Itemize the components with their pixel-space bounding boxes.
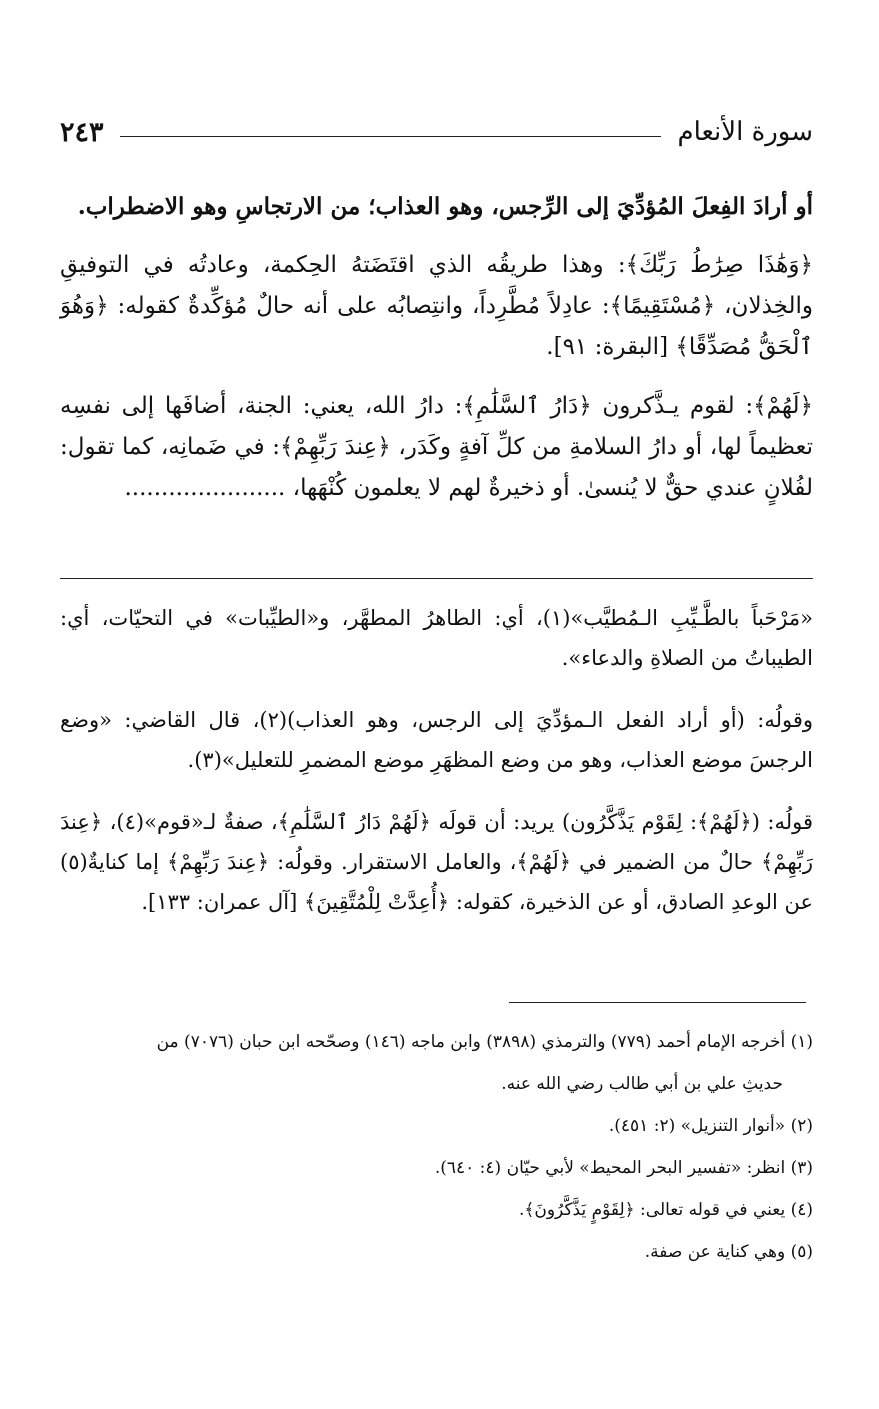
main-divider (60, 578, 813, 579)
footnote-2: (٢) «أنوار التنزيل» (٢: ٤٥١). (608, 1116, 813, 1136)
main-paragraph-1: أو أرادَ الفِعلَ المُؤدِّيَ إلى الرِّجس، وهو العذاب؛ من الارتجاسِ وهو الاضطراب. (77, 193, 813, 220)
running-title: سورة الأنعام (677, 117, 813, 147)
footnote-1-continued: حديثِ علي بن أبي طالب رضي الله عنه. (501, 1074, 783, 1094)
main-text (60, 186, 813, 527)
commentary-paragraph-3: قولُه: (﴿لَهُمْ﴾: لِقَوْم يَذَّكَّرُون) يريد: أن قولَه ﴿لَهُمْ دَارُ ٱلسَّلَٰمِ﴾، صفةٌ لـ«قوم»(٤)، ﴿عِندَ رَبِّهِمْ﴾ حالٌ من الضمير في ﴿لَهُمْ﴾، والعامل الاستقرار. وقولُه: ﴿عِندَ رَبِّهِمْ﴾ إما كنايةٌ(٥) عن الوعدِ الصادق، أو عن الذخيرة، كقوله: ﴿أُعِدَّتْ لِلْمُتَّقِينَ﴾ [آل عمران: ١٣٣]. (60, 810, 813, 914)
page-header (60, 112, 813, 152)
footnote-3: (٣) انظر: «تفسير البحر المحيط» لأبي حيّان (٤: ٦٤٠). (434, 1158, 813, 1178)
footnotes (60, 1024, 813, 1276)
main-paragraph-3: ﴿لَهُمْ﴾: لقوم يـذَّكرون ﴿دَارُ ٱلسَّلَٰمِ﴾: دارُ الله، يعني: الجنة، أضافَها إلى نفسِه تعظيماً لها، أو دارُ السلامةِ من كلِّ آفةٍ وكَدَر، ﴿عِندَ رَبِّهِمْ﴾: في ضَمانِه، كما تقول: لفُلانٍ عندي حقٌّ لا يُنسىٰ. أو ذخيرةٌ لهم لا يعلمون كُنْهَها، ...................... (60, 393, 813, 501)
header-divider (120, 136, 662, 137)
commentary-paragraph-1: «مَرْحَباً بالطَّـيِّبِ الـمُطيَّب»(١)، أي: الطاهرُ المطهَّر، و«الطيِّبات» في التحيّات، أي: الطيباتُ من الصلاةِ والدعاء». (60, 606, 813, 670)
footnote-4: (٤) يعني في قوله تعالى: ﴿لِقَوْمٍ يَذَّكَّرُونَ﴾. (519, 1200, 813, 1220)
footnote-5: (٥) وهي كناية عن صفة. (644, 1242, 813, 1262)
commentary-text (60, 598, 813, 944)
footnote-1: (١) أخرجه الإمام أحمد (٧٧٩) والترمذي (٣٨٩٨) وابن ماجه (١٤٦) وصحّحه ابن حبان (٧٠٧٦) من (156, 1032, 813, 1052)
page-number: ٢٤٣ (60, 116, 104, 148)
footnote-divider (509, 1002, 806, 1003)
main-paragraph-2: ﴿وَهَٰذَا صِرَٰطُ رَبِّكَ﴾: وهذا طريقُه الذي اقتَضَتهُ الحِكمة، وعادتُه في التوفيقِ والخِذلان، ﴿مُسْتَقِيمًا﴾: عادِلاً مُطَّرِداً، وانتِصابُه على أنه حالٌ مُؤكِّدةٌ كقوله: ﴿وَهُوَ ٱلْحَقُّ مُصَدِّقًا﴾ [البقرة: ٩١]. (60, 252, 813, 360)
commentary-paragraph-2: وقولُه: (أو أراد الفعل الـمؤدِّيَ إلى الرجس، وهو العذاب)(٢)، قال القاضي: «وضع الرجسَ موضع العذاب، وهو من وضع المظهَرِ موضع المضمرِ للتعليل»(٣). (60, 708, 814, 772)
